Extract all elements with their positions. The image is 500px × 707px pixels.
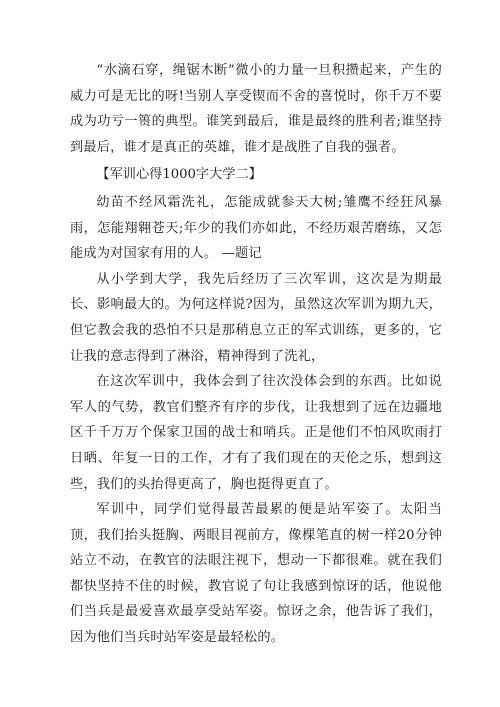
- paragraph-intro: “水滴石穿，绳锯木断”微小的力量一旦积攒起来，产生的威力可是无比的呀!当别人享受锲而不舍的喜悦时，你千万不要成为功亏一篑的典型。谁笑到最后，谁是最终的胜利者;谁坚持到最后，谁才是真正的英雄，谁才是战胜了自我的强者。: [70, 63, 442, 155]
- document-body: [70, 58, 442, 651]
- paragraph-standing-posture: 军训中，同学们觉得最苦最累的便是站军姿了。太阳当顶，我们抬头挺胸、两眼目视前方，像棵笔直的树一样20分钟站立不动，在教官的法眼注视下，想动一下都很难。就在我们都快坚持不住的时候，教官说了句让我感到惊讶的话，他说他们当兵是最爱喜欢最享受站军姿。惊讶之余，他告诉了我们，因为他们当兵时站军姿是最轻松的。: [70, 502, 442, 646]
- paragraph-three-trainings: 从小学到大学，我先后经历了三次军训，这次是为期最长、影响最大的。为何这样说?因为，虽然这次军训为期九天，但它教会我的恐怕不只是那稍息立正的军式训练，更多的，它让我的意志得到了淋浴，精神得到了洗礼，: [70, 271, 442, 364]
- section-heading: 【军训心得1000字大学二】: [96, 167, 262, 183]
- paragraph-epigraph: 幼苗不经风霜洗礼，怎能成就参天大树;雏鹰不经狂风暴雨，怎能翔翱苍天;年少的我们亦如此，不经历艰苦磨练，又怎能成为对国家有用的人。 —题记: [70, 194, 442, 262]
- paragraph-soldiers: 在这次军训中，我体会到了往次没体会到的东西。比如说军人的气势，教官们整齐有序的步伐，让我想到了远在边疆地区千千万万个保家卫国的战士和哨兵。正是他们不怕风吹雨打日晒、年复一日的工作，才有了我们现在的天伦之乐，想到这些，我们的头抬得更高了，胸也挺得更直了。: [70, 374, 442, 492]
